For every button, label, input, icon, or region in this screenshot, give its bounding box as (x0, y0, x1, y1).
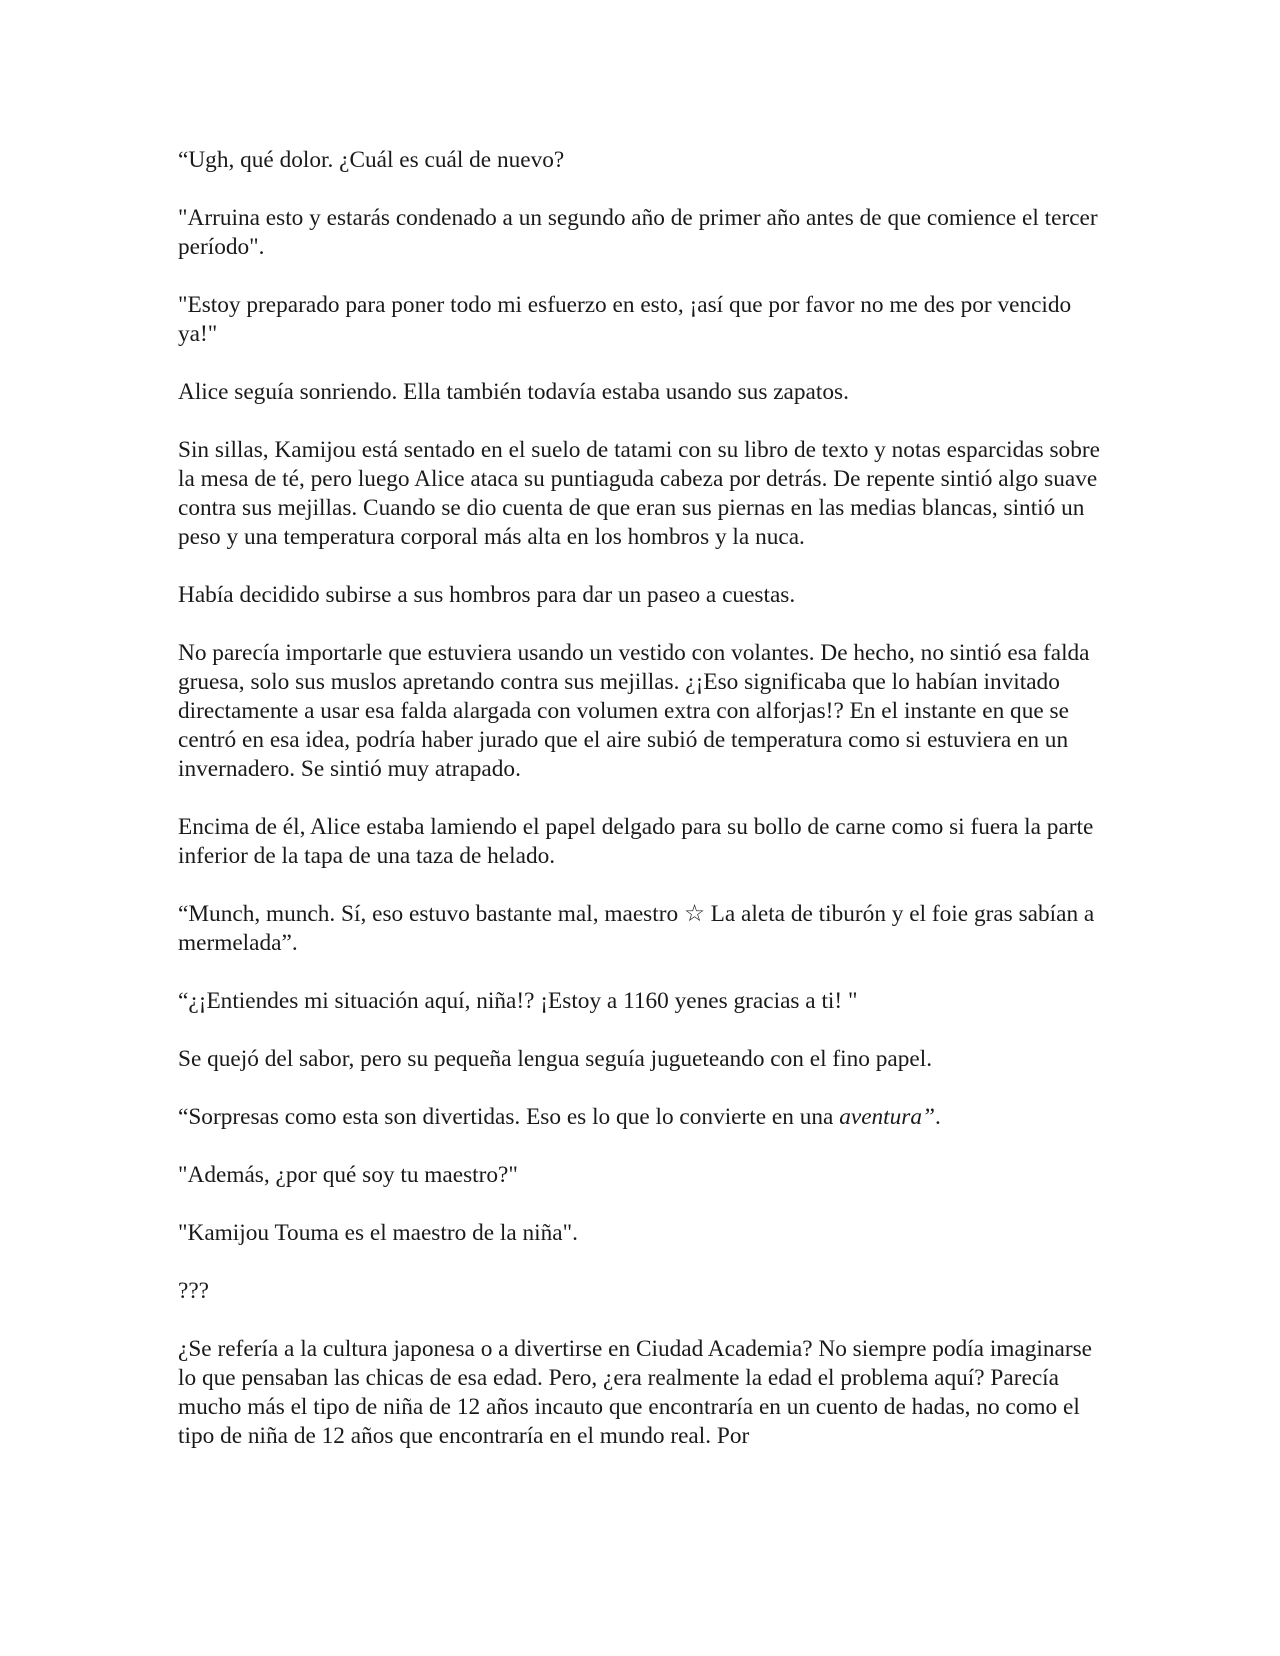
paragraph: “¿¡Entiendes mi situación aquí, niña!? ¡Estoy a 1160 yenes gracias a ti! " (178, 988, 858, 1014)
paragraph: ??? (178, 1278, 210, 1304)
paragraph-adventure (178, 1103, 1108, 1132)
paragraph: "Arruina esto y estarás condenado a un segundo año de primer año antes de que comience el tercer período". (178, 205, 1098, 260)
adventure-text-after: . (934, 1104, 941, 1130)
paragraph: Había decidido subirse a sus hombros para dar un paseo a cuestas. (178, 582, 796, 608)
paragraph: No parecía importarle que estuviera usando un vestido con volantes. De hecho, no sintió esa falda gruesa, solo sus muslos apretando contra sus mejillas. ¿¡Eso significaba que lo habían invitado directamente a usar esa falda alargada con volumen extra con alforjas!? En el instante en que se centró en esa idea, podría haber jurado que el aire subió de temperatura como si estuviera en un invernadero. Se sintió muy atrapado. (178, 640, 1090, 782)
paragraph: “Munch, munch. Sí, eso estuvo bastante mal, maestro ☆ La aleta de tiburón y el foie gras sabían a mermelada”. (178, 901, 1095, 956)
document-body (178, 146, 1108, 1480)
adventure-text-before: “Sorpresas como esta son divertidas. Eso es lo que lo convierte en una (178, 1104, 840, 1130)
paragraph: Sin sillas, Kamijou está sentado en el suelo de tatami con su libro de texto y notas esparcidas sobre la mesa de té, pero luego Alice ataca su puntiaguda cabeza por detrás. De repente sintió algo suave contra sus mejillas. Cuando se dio cuenta de que eran sus piernas en las medias blancas, sintió un peso y una temperatura corporal más alta en los hombros y la nuca. (178, 437, 1100, 550)
paragraph: "Estoy preparado para poner todo mi esfuerzo en esto, ¡así que por favor no me des por vencido ya!" (178, 292, 1072, 347)
paragraph: Encima de él, Alice estaba lamiendo el papel delgado para su bollo de carne como si fuera la parte inferior de la tapa de una taza de helado. (178, 814, 1094, 869)
paragraph: ¿Se refería a la cultura japonesa o a divertirse en Ciudad Academia? No siempre podía imaginarse lo que pensaban las chicas de esa edad. Pero, ¿era realmente la edad el problema aquí? Parecía mucho más el tipo de niña de 12 años incauto que encontraría en un cuento de hadas, no como el tipo de niña de 12 años que encontraría en el mundo real. Por (178, 1336, 1093, 1449)
adventure-italic-word: aventura” (839, 1104, 935, 1130)
paragraph: Alice seguía sonriendo. Ella también todavía estaba usando sus zapatos. (178, 379, 849, 405)
paragraph: Se quejó del sabor, pero su pequeña lengua seguía jugueteando con el fino papel. (178, 1046, 933, 1072)
paragraph: “Ugh, qué dolor. ¿Cuál es cuál de nuevo? (178, 147, 565, 173)
paragraph: "Además, ¿por qué soy tu maestro?" (178, 1162, 518, 1188)
paragraph: "Kamijou Touma es el maestro de la niña". (178, 1220, 578, 1246)
